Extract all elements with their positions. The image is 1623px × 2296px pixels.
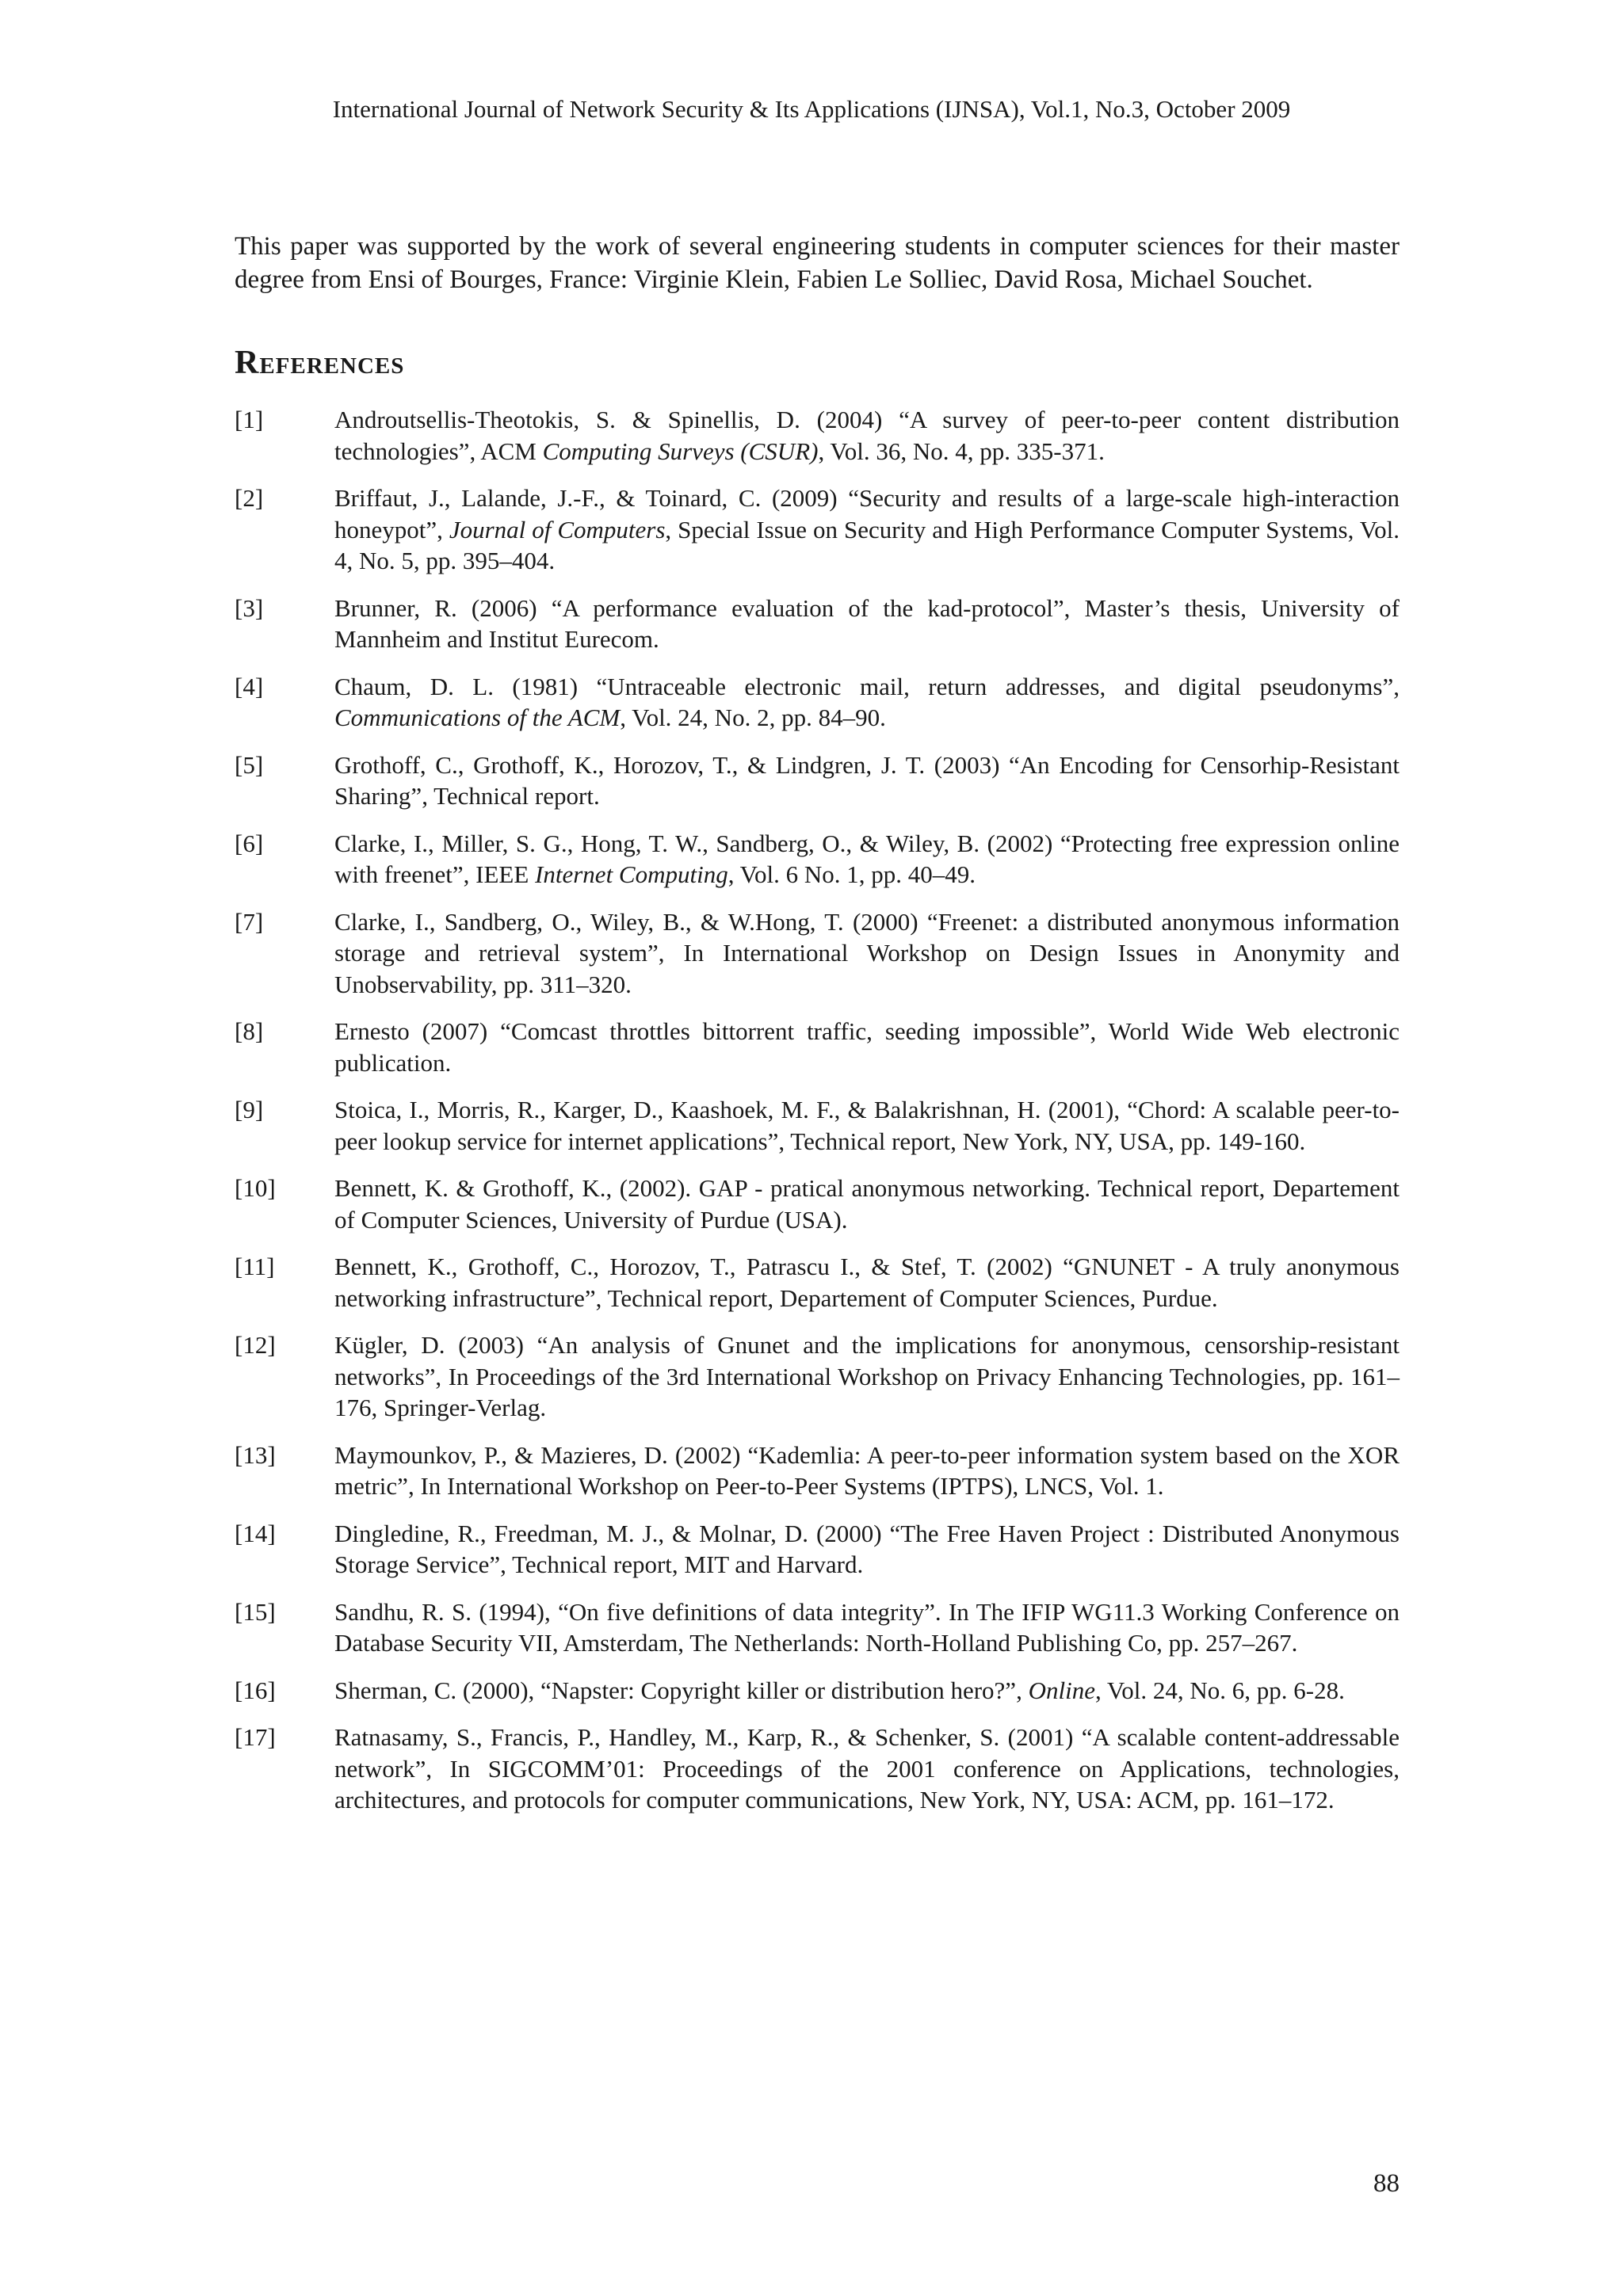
- reference-number: [4]: [235, 672, 264, 700]
- reference-text-segment: Kügler, D. (2003) “An analysis of Gnunet and the implications for anonymous, censorship-resistant networks”, In Proceedings of the 3rd International Workshop on Privacy Enhancing Technologies, pp. 161–176, Springer-Verlag.: [334, 1331, 1400, 1421]
- reference-number: [5]: [235, 750, 264, 779]
- reference-text: [334, 404, 1400, 467]
- reference-text-segment: Clarke, I., Sandberg, O., Wiley, B., & W.Hong, T. (2000) “Freenet: a distributed anonymous information storage and retrieval system”, In International Workshop on Design Issues in Anonymity and Unobservability, pp. 311–320.: [334, 907, 1400, 998]
- reference-item: [235, 1440, 1400, 1502]
- reference-item: [235, 1016, 1400, 1078]
- reference-text-segment: Maymounkov, P., & Mazieres, D. (2002) “Kademlia: A peer-to-peer information system based on the XOR metric”, In International Workshop on Peer-to-Peer Systems (IPTPS), LNCS, Vol. 1.: [334, 1440, 1400, 1500]
- reference-text: [334, 1251, 1400, 1314]
- reference-text-segment: Sherman, C. (2000), “Napster: Copyright killer or distribution hero?”,: [334, 1676, 1029, 1704]
- reference-text: [334, 1722, 1400, 1816]
- reference-text: [334, 593, 1400, 655]
- running-header: International Journal of Network Security & Its Applications (IJNSA), Vol.1, No.3, October 2009: [332, 95, 1291, 123]
- reference-text: [334, 1440, 1400, 1502]
- reference-number: [2]: [235, 484, 264, 512]
- reference-venue-italic: Computing Surveys (CSUR): [542, 437, 819, 465]
- reference-number: [6]: [235, 829, 264, 857]
- reference-text-segment: , Vol. 24, No. 6, pp. 6-28.: [1094, 1676, 1345, 1704]
- reference-number: [1]: [235, 406, 264, 433]
- reference-number: [17]: [235, 1723, 276, 1751]
- reference-text-segment: Bennett, K. & Grothoff, K., (2002). GAP - pratical anonymous networking. Technical report, Departement of Computer Sciences, University of Purdue (USA).: [334, 1174, 1400, 1234]
- reference-item: [235, 593, 1400, 655]
- reference-number: [15]: [235, 1597, 276, 1626]
- reference-text: [334, 906, 1400, 1001]
- reference-item: [235, 1251, 1400, 1314]
- reference-text-segment: , Vol. 6 No. 1, pp. 40–49.: [727, 860, 976, 888]
- reference-text: [334, 828, 1400, 891]
- references-heading: References: [235, 345, 405, 381]
- reference-text: [334, 1094, 1400, 1157]
- reference-text: [334, 1016, 1400, 1078]
- reference-item: [235, 828, 1400, 891]
- reference-number: [11]: [235, 1253, 275, 1280]
- reference-item: [235, 404, 1400, 467]
- reference-venue-italic: Communications of the ACM: [334, 704, 621, 731]
- page-number: 88: [1373, 2169, 1400, 2198]
- reference-item: [235, 482, 1400, 577]
- reference-item: [235, 1596, 1400, 1659]
- reference-item: [235, 1675, 1400, 1707]
- reference-text-segment: Briffaut, J., Lalande, J.-F., & Toinard, C. (2009) “Security and results of a large-scale high-interaction honeypot”,: [334, 484, 1400, 543]
- reference-number: [10]: [235, 1174, 276, 1202]
- reference-venue-italic: Internet Computing: [535, 860, 728, 888]
- reference-text-segment: Androutsellis-Theotokis, S. & Spinellis, D. (2004) “A survey of peer-to-peer content distribution technologies”, ACM: [334, 406, 1400, 465]
- reference-item: [235, 1722, 1400, 1816]
- reference-text-segment: , Vol. 24, No. 2, pp. 84–90.: [620, 704, 886, 731]
- reference-text-segment: , Special Issue on Security and High Performance Computer Systems, Vol. 4, No. 5, pp. 395–404.: [334, 515, 1400, 574]
- reference-list: [235, 404, 1400, 1816]
- reference-item: [235, 749, 1400, 812]
- reference-item: [235, 1329, 1400, 1424]
- reference-text-segment: Clarke, I., Miller, S. G., Hong, T. W., Sandberg, O., & Wiley, B. (2002) “Protecting free expression online with freenet”, IEEE: [334, 829, 1400, 888]
- reference-text-segment: Stoica, I., Morris, R., Karger, D., Kaashoek, M. F., & Balakrishnan, H. (2001), “Chord: A scalable peer-to-peer lookup service for internet applications”, Technical report, New York, NY, USA, pp. 149-160.: [334, 1096, 1400, 1155]
- reference-text-segment: Brunner, R. (2006) “A performance evaluation of the kad-protocol”, Master’s thesis, University of Mannheim and Institut Eurecom.: [334, 593, 1400, 653]
- reference-number: [16]: [235, 1676, 276, 1704]
- reference-text-segment: Sandhu, R. S. (1994), “On five definitions of data integrity”. In The IFIP WG11.3 Working Conference on Database Security VII, Amsterdam, The Netherlands: North-Holland Publishing Co, pp. 257–267.: [334, 1597, 1400, 1657]
- reference-text-segment: Bennett, K., Grothoff, C., Horozov, T., Patrascu I., & Stef, T. (2002) “GNUNET - A truly anonymous networking infrastructure”, Technical report, Departement of Computer Sciences, Purdue.: [334, 1253, 1400, 1312]
- reference-item: [235, 1173, 1400, 1235]
- reference-text: [334, 1596, 1400, 1659]
- acknowledgement-paragraph: This paper was supported by the work of several engineering students in computer sciences for their master degree from Ensi of Bourges, France: Virginie Klein, Fabien Le Solliec, David Rosa, Michael Souchet.: [235, 232, 1400, 294]
- reference-text: [334, 1675, 1400, 1707]
- reference-number: [8]: [235, 1017, 264, 1045]
- reference-text-segment: Chaum, D. L. (1981) “Untraceable electronic mail, return addresses, and digital pseudonyms”,: [334, 672, 1400, 700]
- reference-item: [235, 1518, 1400, 1581]
- reference-venue-italic: Online: [1028, 1676, 1095, 1704]
- reference-text: [334, 671, 1400, 734]
- reference-number: [3]: [235, 593, 264, 622]
- reference-text-segment: Dingledine, R., Freedman, M. J., & Molnar, D. (2000) “The Free Haven Project : Distributed Anonymous Storage Service”, Technical report, MIT and Harvard.: [334, 1519, 1400, 1578]
- reference-venue-italic: Journal of Computers: [449, 515, 666, 543]
- reference-text-segment: , Vol. 36, No. 4, pp. 335-371.: [818, 437, 1105, 465]
- reference-text: [334, 749, 1400, 812]
- reference-number: [14]: [235, 1519, 276, 1547]
- reference-text: [334, 1518, 1400, 1581]
- reference-text-segment: Grothoff, C., Grothoff, K., Horozov, T., & Lindgren, J. T. (2003) “An Encoding for Censorhip-Resistant Sharing”, Technical report.: [334, 750, 1400, 810]
- reference-text-segment: Ernesto (2007) “Comcast throttles bittorrent traffic, seeding impossible”, World Wide Web electronic publication.: [334, 1017, 1400, 1077]
- reference-text: [334, 1173, 1400, 1235]
- reference-text: [334, 482, 1400, 577]
- reference-number: [13]: [235, 1440, 276, 1469]
- reference-text: [334, 1329, 1400, 1424]
- reference-item: [235, 906, 1400, 1001]
- reference-number: [12]: [235, 1331, 276, 1359]
- reference-item: [235, 671, 1400, 734]
- reference-text-segment: Ratnasamy, S., Francis, P., Handley, M., Karp, R., & Schenker, S. (2001) “A scalable content-addressable network”, In SIGCOMM’01: Proceedings of the 2001 conference on Applications, technologies, architectures, and protocols for computer communications, New York, NY, USA: ACM, pp. 161–172.: [334, 1723, 1400, 1814]
- reference-number: [9]: [235, 1096, 264, 1123]
- reference-item: [235, 1094, 1400, 1157]
- page-content: [235, 230, 1400, 1832]
- reference-number: [7]: [235, 907, 264, 936]
